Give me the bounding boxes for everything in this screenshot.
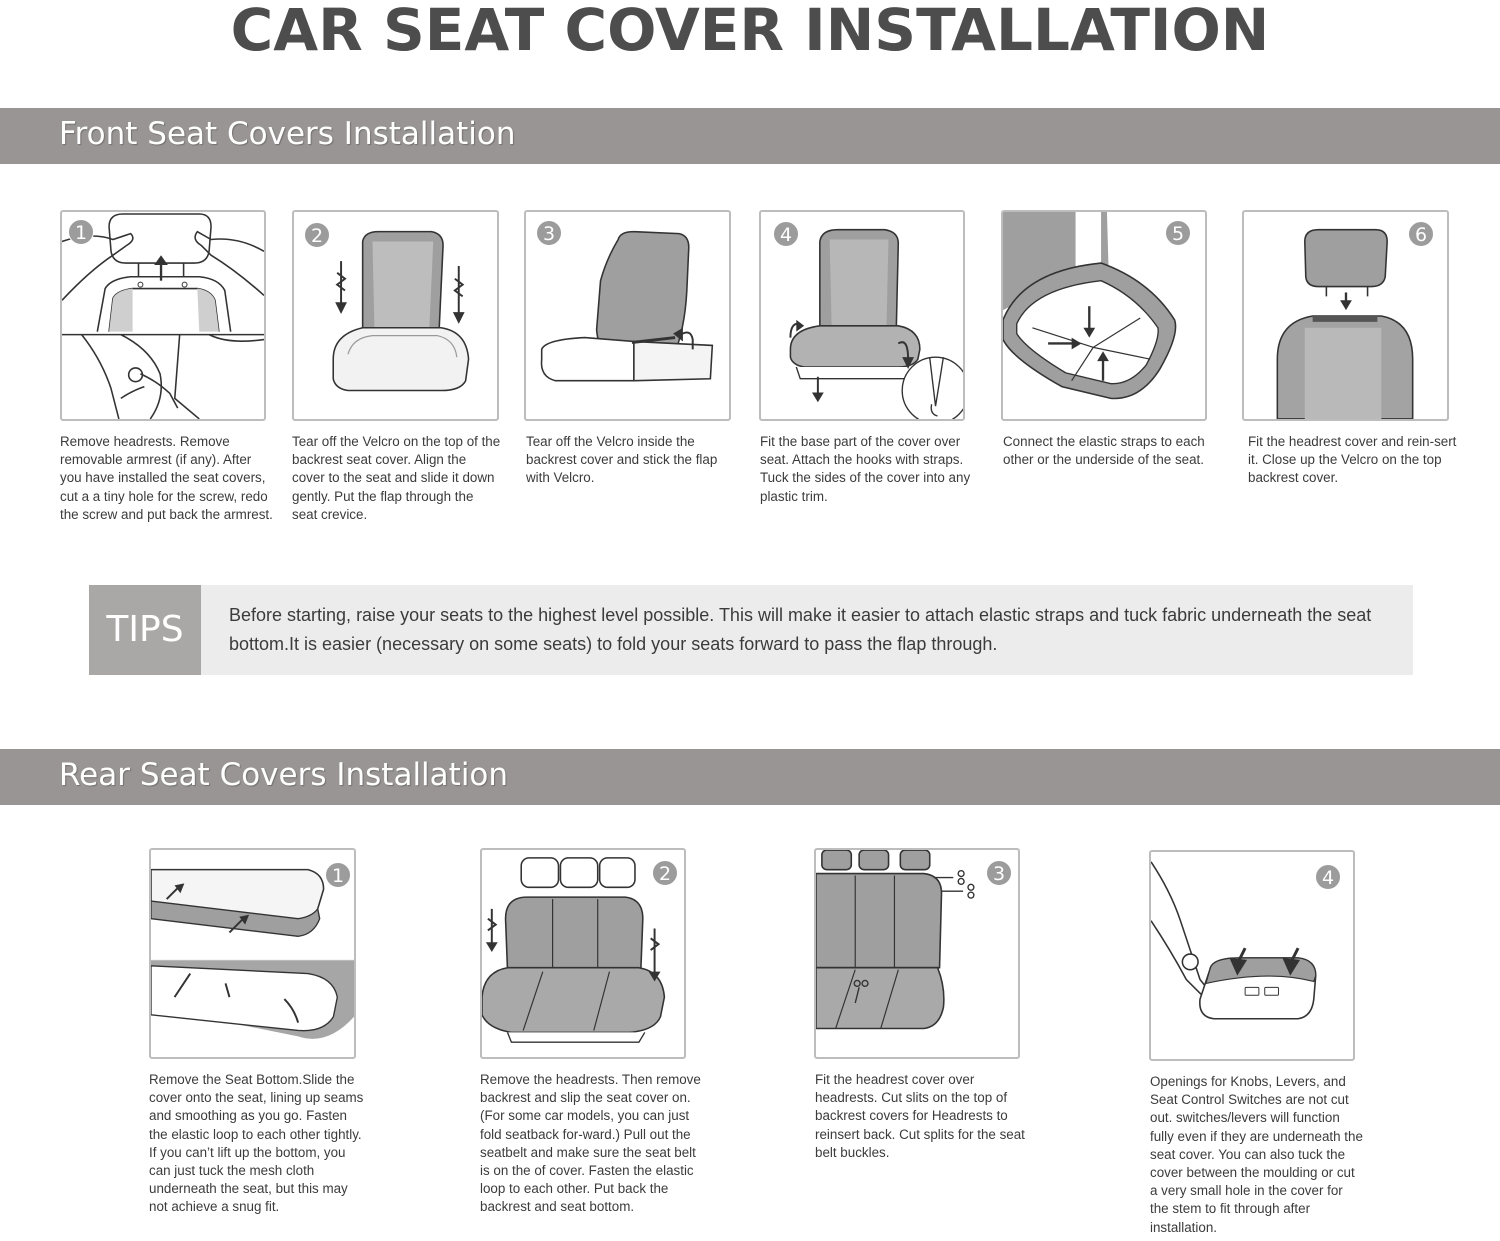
rear-step-3-panel <box>814 848 1020 1059</box>
front-step-6-caption: Fit the headrest cover and rein-sert it. Close up the Velcro on the top backrest cover. <box>1248 434 1457 486</box>
step-number-badge: 3 <box>986 860 1012 886</box>
rear-seat-bottom-illustration <box>151 850 354 1057</box>
front-section-header <box>0 108 1500 164</box>
step-number-badge: 3 <box>536 220 562 246</box>
rear-step-4-caption: Openings for Knobs, Levers, and Seat Control Switches are not cut out. switches/levers will function fully even if they are underneath the seat cover. You can also tuck the cover between the moulding or cut a very small hole in the cover for the stem to fit through after installation. <box>1150 1074 1363 1235</box>
front-step-3-caption: Tear off the Velcro inside the backrest cover and stick the flap with Velcro. <box>526 434 718 486</box>
rear-step-2-panel <box>480 848 686 1059</box>
rear-step-2-caption: Remove the headrests. Then remove backrest and slip the seat cover on. (For some car models, you can just fold seatback for-ward.) Pull out the seatbelt and make sure the seat belt is on the of cover. Fasten the elastic loop to each other. Put back the backrest and seat bottom. <box>480 1072 701 1215</box>
page-title: CAR SEAT COVER INSTALLATION <box>230 0 1270 64</box>
step-number-badge: 4 <box>773 221 799 247</box>
front-step-4-panel <box>759 210 965 421</box>
front-step-2-panel <box>292 210 499 421</box>
rear-backrest-illustration <box>482 850 684 1057</box>
rear-step-1-caption: Remove the Seat Bottom.Slide the cover onto the seat, lining up seams and smoothing as you go. Fasten the elastic loop to each other tightly. If you can’t lift up the bottom, you can just tuck the mesh cloth underneath the seat, but this may not achieve a snug fit. <box>149 1072 364 1215</box>
tips-text: Before starting, raise your seats to the highest level possible. This will make it easier to attach elastic straps and tuck fabric underneath the seat bottom.It is easier (necessary on some seats) to fold your seats forward to pass the flap through. <box>229 605 1372 654</box>
step-number-badge: 4 <box>1315 864 1341 890</box>
front-step-4-caption: Fit the base part of the cover over seat. Attach the hooks with straps. Tuck the sides of the cover into any plastic trim. <box>760 434 971 504</box>
step-number-badge: 2 <box>652 860 678 886</box>
remove-headrest-illustration <box>62 212 264 419</box>
rear-section-header <box>0 749 1500 805</box>
front-step-5-panel <box>1001 210 1207 421</box>
front-step-1-panel <box>60 210 266 421</box>
front-step-1-caption: Remove headrests. Remove removable armrest (if any). After you have installed the seat covers, cut a a tiny hole for the screw, redo the screw and put back the armrest. <box>60 434 273 522</box>
rear-step-3-caption: Fit the headrest cover over headrests. Cut slits on the top of backrest covers for Headrests to reinsert back. Cut splits for the seat belt buckles. <box>815 1072 1025 1160</box>
tips-box <box>89 585 1413 675</box>
step-number-badge: 1 <box>68 219 94 245</box>
front-step-6-panel <box>1242 210 1449 421</box>
tips-label: TIPS <box>89 585 201 675</box>
step-number-badge: 6 <box>1408 221 1434 247</box>
step-number-badge: 1 <box>325 862 351 888</box>
front-section-title: Front Seat Covers Installation <box>59 116 516 152</box>
rear-headrest-slits-illustration <box>816 850 1018 1057</box>
step-number-badge: 5 <box>1165 220 1191 246</box>
front-step-2-caption: Tear off the Velcro on the top of the backrest seat cover. Align the cover to the seat and slide it down gently. Put the flap through the seat crevice. <box>292 434 501 522</box>
front-step-5-caption: Connect the elastic straps to each other or the underside of the seat. <box>1003 434 1205 468</box>
rear-section-title: Rear Seat Covers Installation <box>59 757 509 793</box>
rear-step-1-panel <box>149 848 356 1059</box>
rear-step-4-panel <box>1149 850 1355 1061</box>
step-number-badge: 2 <box>304 222 330 248</box>
front-step-3-panel <box>524 210 731 421</box>
